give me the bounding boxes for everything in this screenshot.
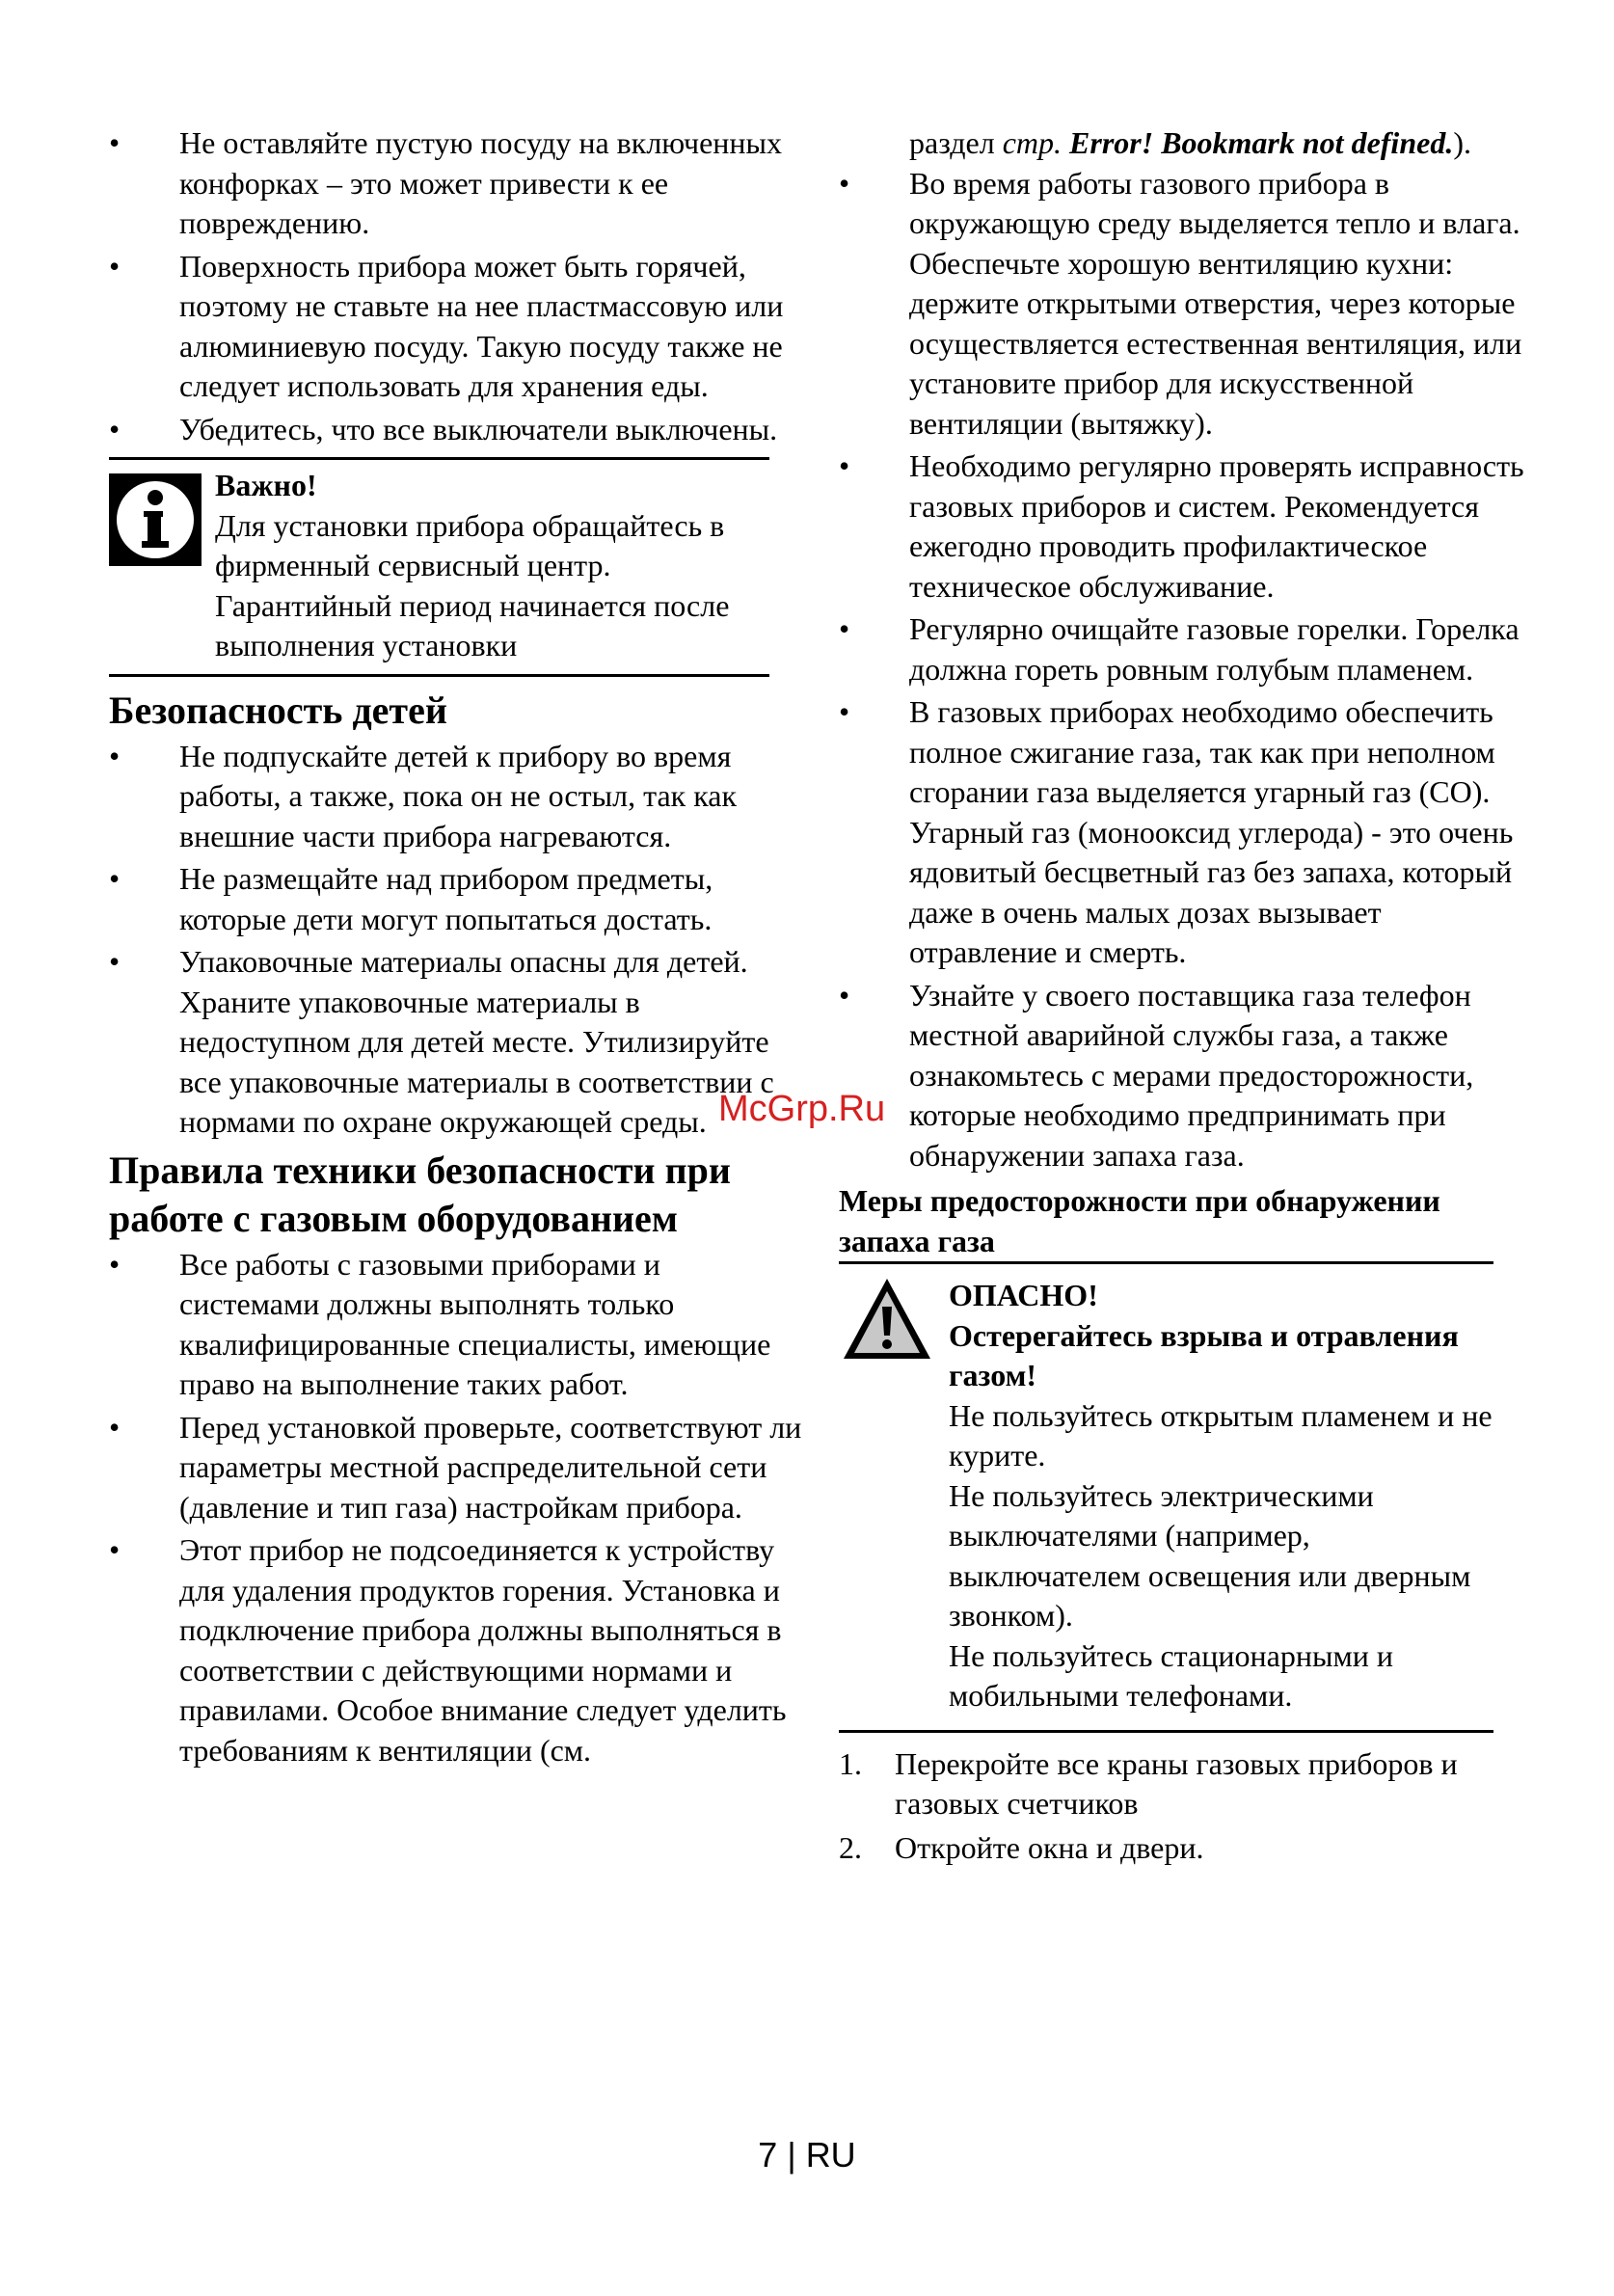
step-item: 1. Перекройте все краны газовых приборов и газовых счетчиков [839,1745,1458,1821]
note-title: Важно! [215,468,317,502]
list-item: • Этот прибор не подсоединяется к устройству для удаления продуктов горения. Установка и подключение прибора должны выполняться в соответствии с действующими нормами и правилами. Особое внимание следует уделить требованиям к вентиляции (см. [109,1530,803,1770]
bookmark-error: Error! Bookmark not defined. [1062,125,1454,160]
list-item: • Перед установкой проверьте, соответствуют ли параметры местной распределительной сети (давление и тип газа) настройкам прибора. [109,1408,803,1528]
step-item: 2. Откройте окна и двери. [839,1829,1204,1865]
danger-subtitle: Остерегайтесь взрыва и отравления газом! [949,1317,1459,1392]
list-item: • Убедитесь, что все выключатели выключены. [109,410,803,450]
note-text: Для установки прибора обращайтесь в фирменный сервисный центр. Гарантийный период начинается после выполнения установки [215,507,730,662]
precautions-title: Меры предосторожности при обнаружении запаха газа [839,1183,1440,1258]
footer-separator: | [787,2135,796,2174]
children-bullet-list [109,737,803,1143]
warning-triangle-icon [841,1276,933,1363]
important-note [109,457,769,677]
left-column [109,123,803,1773]
list-item: • Не оставляйте пустую посуду на включенных конфорках – это может привести к ее повреждению. [109,123,803,244]
danger-title: ОПАСНО! [949,1278,1098,1312]
list-item: • Необходимо регулярно проверять исправность газовых приборов и систем. Рекомендуется ежегодно проводить профилактическое техническое обслуживание. [839,446,1533,607]
list-item: • Регулярно очищайте газовые горелки. Горелка должна гореть ровным голубым пламенем. [839,609,1533,689]
list-item: • Узнайте у своего поставщика газа телефон местной аварийной службы газа, а также ознакомьтесь с мерами предосторожности, которые необходимо предпринимать при обнаружении запаха газа. [839,976,1533,1176]
info-icon [109,473,202,566]
top-bullet-list [109,123,803,449]
section-title-gas: Правила техники безопасности при работе с газовым оборудованием [109,1148,731,1240]
right-column [839,123,1533,1872]
steps-list [839,1744,1533,1869]
list-item: • В газовых приборах необходимо обеспечить полное сжигание газа, так как при неполном сгорании газа выделяется угарный газ (CO). Угарный газ (монооксид углерода) - это очень ядовитый бесцветный газ без запаха, который даже в очень малых дозах вызывает отравление и смерть. [839,692,1533,973]
list-item: • Все работы с газовыми приборами и системами должны выполнять только квалифицированные специалисты, имеющие право на выполнение таких работ. [109,1245,803,1405]
list-item: • Упаковочные материалы опасны для детей. Храните упаковочные материалы в недоступном для детей месте. Утилизируйте все упаковочные материалы в соответствии с нормами по охране окружающей среды. [109,942,803,1143]
danger-line: Не пользуйтесь стационарными и мобильными телефонами. [949,1637,1393,1713]
list-item: • Не подпускайте детей к прибору во время работы, а также, пока он не остыл, так как внешние части прибора нагреваются. [109,737,803,857]
watermark: McGrp.Ru [718,1089,886,1129]
right-bullet-list [839,164,1533,1176]
gas-bullet-list [109,1245,803,1771]
page-footer [0,2134,1614,2176]
list-item: • Во время работы газового прибора в окружающую среду выделяется тепло и влага. Обеспечьте хорошую вентиляцию кухни: держите открытыми отверстия, через которые осуществляется естественная вентиляция, или установите прибор для искусственной вентиляции (вытяжку). [839,164,1533,445]
language-code: RU [805,2135,856,2174]
danger-box [839,1261,1493,1733]
danger-line: Не пользуйтесь электрическими выключателями (например, выключателем освещения или дверным звонком). [949,1477,1471,1633]
page-number: 7 [758,2135,778,2174]
page-ref: стр. [1002,125,1063,160]
section-title-children: Безопасность детей [109,688,447,732]
list-item: • Поверхность прибора может быть горячей, поэтому не ставьте на нее пластмассовую или алюминиевую посуду. Такую посуду также не следует использовать для хранения еды. [109,247,803,407]
danger-line: Не пользуйтесь открытым пламенем и не курите. [949,1397,1493,1472]
list-item: • Не размещайте над прибором предметы, которые дети могут попытаться достать. [109,859,803,939]
continuation-text: раздел стр. Error! Bookmark not defined.). [909,125,1471,160]
